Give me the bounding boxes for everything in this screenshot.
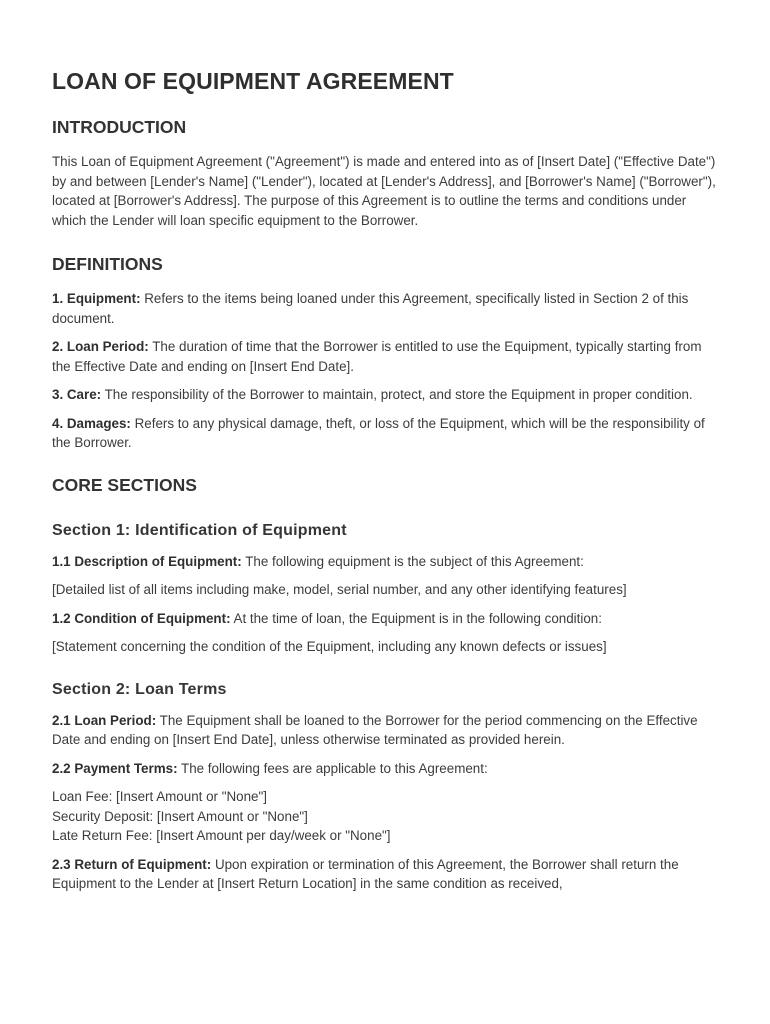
introduction-heading: INTRODUCTION [52, 117, 187, 137]
definition-text: The responsibility of the Borrower to maintain, protect, and store the Equipment in proper condition. [101, 387, 693, 402]
fee-list [52, 787, 722, 846]
clause-2-3 [52, 855, 722, 894]
clause-text: Upon expiration or termination of this Agreement, the Borrower shall return the Equipment to the Lender at [Insert Return Location] in the same condition as received, [52, 856, 679, 891]
definition-item [52, 385, 722, 405]
definition-item [52, 289, 722, 328]
definition-item [52, 337, 722, 376]
definition-text: Refers to any physical damage, theft, or loss of the Equipment, which will be the responsibility of the Borrower. [52, 415, 705, 450]
definition-term: 4. Damages: [52, 415, 131, 431]
clause-term: 1.1 Description of Equipment: [52, 553, 242, 569]
definition-text: The duration of time that the Borrower is entitled to use the Equipment, typically starting from the Effective Date and ending on [Insert End Date]. [52, 339, 702, 374]
section-1-heading: Section 1: Identification of Equipment [52, 521, 347, 539]
document-title: LOAN OF EQUIPMENT AGREEMENT [52, 68, 454, 94]
fee-item-loan: Loan Fee: [Insert Amount or "None"] [52, 789, 267, 804]
core-sections-heading: CORE SECTIONS [52, 474, 197, 495]
clause-term: 2.2 Payment Terms: [52, 760, 178, 776]
definition-term: 1. Equipment: [52, 291, 141, 306]
definitions-heading: DEFINITIONS [52, 254, 163, 274]
definition-term: 2. Loan Period: [52, 339, 149, 354]
clause-term: 1.2 Condition of Equipment: [52, 610, 231, 626]
clause-2-2 [52, 759, 722, 779]
introduction-text: This Loan of Equipment Agreement ("Agreement") is made and entered into as of [Insert Date] ("Effective Date") by and between [Lender's Name] ("Lender"), located at [Lender's Address], and [Borrower's Name] ("Borrower"), located at [Borrower's Address]. The purpose of this Agreement is to outline the terms and conditions under which the Lender will loan specific equipment to the Borrower. [52, 154, 716, 228]
clause-text: The following fees are applicable to this Agreement: [177, 760, 488, 776]
equipment-list-placeholder: [Detailed list of all items including make, model, serial number, and any other identifying features] [52, 582, 627, 597]
document-page [52, 68, 722, 903]
clause-text: At the time of loan, the Equipment is in the following condition: [230, 610, 602, 626]
section-2-heading: Section 2: Loan Terms [52, 680, 227, 698]
clause-1-1 [52, 552, 722, 572]
clause-1-2 [52, 609, 722, 629]
clause-2-1 [52, 711, 722, 750]
clause-text: The Equipment shall be loaned to the Borrower for the period commencing on the Effective Date and ending on [Insert End Date], unless otherwise terminated as provided herein. [52, 712, 698, 747]
definition-text: Refers to the items being loaned under this Agreement, specifically listed in Section 2 of this document. [52, 291, 689, 326]
clause-term: 2.1 Loan Period: [52, 712, 157, 728]
definition-item [52, 414, 722, 453]
clause-text: The following equipment is the subject of this Agreement: [241, 553, 584, 569]
fee-item-deposit: Security Deposit: [Insert Amount or "None"] [52, 808, 308, 824]
fee-item-late-return: Late Return Fee: [Insert Amount per day/week or "None"] [52, 828, 391, 843]
definition-term: 3. Care: [52, 387, 102, 402]
equipment-condition-placeholder: [Statement concerning the condition of the Equipment, including any known defects or issues] [52, 639, 607, 654]
clause-term: 2.3 Return of Equipment: [52, 856, 212, 872]
